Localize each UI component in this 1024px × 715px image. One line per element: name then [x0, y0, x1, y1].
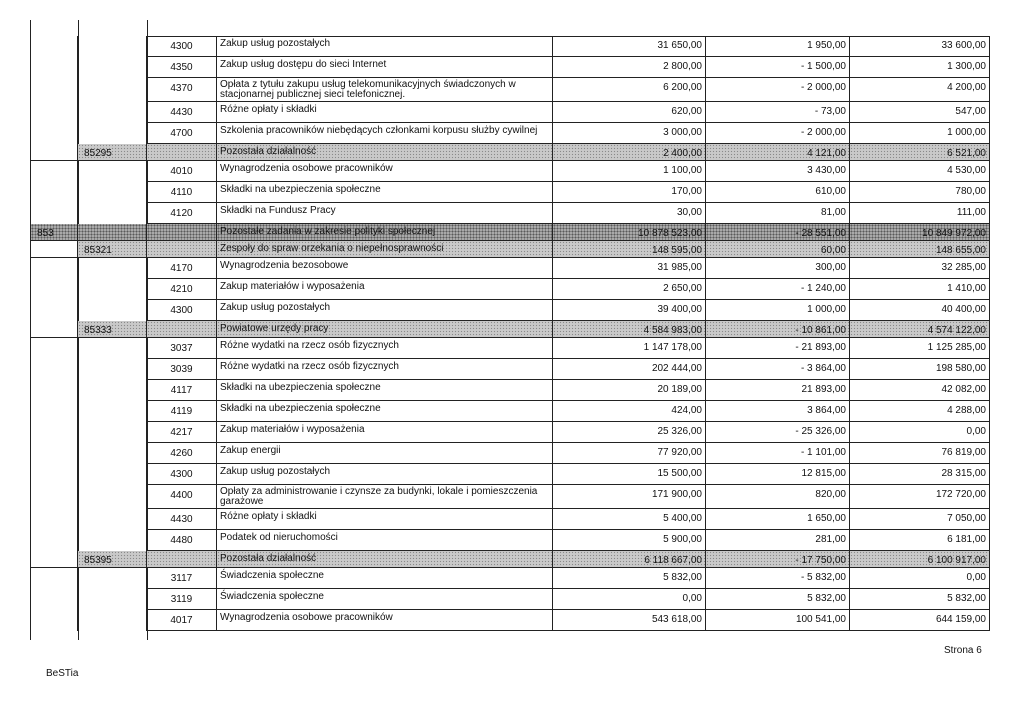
after-change-amount-cell: 148 655,00 [850, 241, 990, 258]
paragraph-code-cell: 4119 [147, 401, 217, 422]
item-name-cell: Różne opłaty i składki [217, 509, 553, 530]
item-name-cell: Opłaty za administrowanie i czynsze za budynki, lokale i pomieszczenia garażowe [217, 485, 553, 509]
plan-amount-cell: 2 400,00 [553, 144, 706, 161]
change-amount-cell: - 5 832,00 [706, 568, 850, 589]
change-amount-cell: - 21 893,00 [706, 338, 850, 359]
section-code-cell [30, 258, 78, 279]
table-row [30, 443, 990, 464]
plan-amount-cell: 170,00 [553, 182, 706, 203]
plan-amount-cell: 31 985,00 [553, 258, 706, 279]
plan-amount-cell: 620,00 [553, 102, 706, 123]
section-code-cell [30, 300, 78, 321]
paragraph-code-cell [147, 224, 217, 241]
after-change-amount-cell: 1 000,00 [850, 123, 990, 144]
change-amount-cell: 820,00 [706, 485, 850, 509]
table-row [30, 509, 990, 530]
chapter-code-cell [78, 279, 147, 300]
chapter-code-cell: 85395 [78, 551, 147, 568]
item-name-cell: Zespoły do spraw orzekania o niepełnosprawności [217, 241, 553, 258]
chapter-code-cell: 85321 [78, 241, 147, 258]
budget-table [30, 36, 990, 631]
plan-amount-cell: 6 118 667,00 [553, 551, 706, 568]
table-row [30, 610, 990, 631]
chapter-row [30, 144, 990, 161]
chapter-code-cell [78, 380, 147, 401]
paragraph-code-cell: 4480 [147, 530, 217, 551]
section-code-cell [30, 161, 78, 182]
change-amount-cell: 100 541,00 [706, 610, 850, 631]
plan-amount-cell: 424,00 [553, 401, 706, 422]
paragraph-code-cell: 3039 [147, 359, 217, 380]
chapter-code-cell [78, 300, 147, 321]
table-row [30, 78, 990, 102]
chapter-code-cell [78, 102, 147, 123]
change-amount-cell: 300,00 [706, 258, 850, 279]
after-change-amount-cell: 76 819,00 [850, 443, 990, 464]
change-amount-cell: 5 832,00 [706, 589, 850, 610]
section-code-cell: 853 [30, 224, 78, 241]
table-row [30, 464, 990, 485]
item-name-cell: Składki na Fundusz Pracy [217, 203, 553, 224]
paragraph-code-cell: 4017 [147, 610, 217, 631]
paragraph-code-cell: 4350 [147, 57, 217, 78]
item-name-cell: Podatek od nieruchomości [217, 530, 553, 551]
item-name-cell: Różne opłaty i składki [217, 102, 553, 123]
section-code-cell [30, 443, 78, 464]
change-amount-cell: 12 815,00 [706, 464, 850, 485]
paragraph-code-cell: 4300 [147, 300, 217, 321]
item-name-cell: Różne wydatki na rzecz osób fizycznych [217, 338, 553, 359]
chapter-code-cell [78, 464, 147, 485]
plan-amount-cell: 30,00 [553, 203, 706, 224]
chapter-code-cell [78, 161, 147, 182]
plan-amount-cell: 2 650,00 [553, 279, 706, 300]
section-code-cell [30, 78, 78, 102]
table-row [30, 182, 990, 203]
chapter-code-cell [78, 36, 147, 57]
change-amount-cell: - 2 000,00 [706, 123, 850, 144]
chapter-code-cell [78, 589, 147, 610]
item-name-cell: Wynagrodzenia bezosobowe [217, 258, 553, 279]
plan-amount-cell: 10 878 523,00 [553, 224, 706, 241]
chapter-code-cell [78, 530, 147, 551]
after-change-amount-cell: 111,00 [850, 203, 990, 224]
plan-amount-cell: 3 000,00 [553, 123, 706, 144]
item-name-cell: Szkolenia pracowników niebędących członkami korpusu służby cywilnej [217, 123, 553, 144]
section-code-cell [30, 401, 78, 422]
paragraph-code-cell: 4700 [147, 123, 217, 144]
chapter-code-cell [78, 485, 147, 509]
item-name-cell: Zakup usług pozostałych [217, 300, 553, 321]
after-change-amount-cell: 7 050,00 [850, 509, 990, 530]
change-amount-cell: 1 650,00 [706, 509, 850, 530]
item-name-cell: Zakup energii [217, 443, 553, 464]
item-name-cell: Składki na ubezpieczenia społeczne [217, 401, 553, 422]
section-code-cell [30, 422, 78, 443]
plan-amount-cell: 6 200,00 [553, 78, 706, 102]
item-name-cell: Powiatowe urzędy pracy [217, 321, 553, 338]
plan-amount-cell: 20 189,00 [553, 380, 706, 401]
item-name-cell: Wynagrodzenia osobowe pracowników [217, 161, 553, 182]
table-row [30, 258, 990, 279]
table-row [30, 300, 990, 321]
footer-page-number: Strona 6 [944, 645, 982, 656]
item-name-cell: Zakup usług pozostałych [217, 36, 553, 57]
after-change-amount-cell: 1 410,00 [850, 279, 990, 300]
item-name-cell: Wynagrodzenia osobowe pracowników [217, 610, 553, 631]
chapter-code-cell [78, 568, 147, 589]
table-row [30, 530, 990, 551]
plan-amount-cell: 5 832,00 [553, 568, 706, 589]
after-change-amount-cell: 4 200,00 [850, 78, 990, 102]
item-name-cell: Świadczenia społeczne [217, 589, 553, 610]
change-amount-cell: - 1 101,00 [706, 443, 850, 464]
section-code-cell [30, 57, 78, 78]
table-row [30, 161, 990, 182]
plan-amount-cell: 31 650,00 [553, 36, 706, 57]
section-code-cell [30, 464, 78, 485]
chapter-code-cell [78, 203, 147, 224]
paragraph-code-cell: 4217 [147, 422, 217, 443]
item-name-cell: Pozostała działalność [217, 144, 553, 161]
section-code-cell [30, 551, 78, 568]
section-code-cell [30, 380, 78, 401]
after-change-amount-cell: 28 315,00 [850, 464, 990, 485]
paragraph-code-cell: 4010 [147, 161, 217, 182]
after-change-amount-cell: 4 574 122,00 [850, 321, 990, 338]
chapter-code-cell [78, 443, 147, 464]
paragraph-code-cell: 4300 [147, 464, 217, 485]
change-amount-cell: 60,00 [706, 241, 850, 258]
item-name-cell: Różne wydatki na rzecz osób fizycznych [217, 359, 553, 380]
item-name-cell: Pozostała działalność [217, 551, 553, 568]
paragraph-code-cell: 3119 [147, 589, 217, 610]
after-change-amount-cell: 32 285,00 [850, 258, 990, 279]
after-change-amount-cell: 42 082,00 [850, 380, 990, 401]
after-change-amount-cell: 0,00 [850, 422, 990, 443]
plan-amount-cell: 1 147 178,00 [553, 338, 706, 359]
table-row [30, 203, 990, 224]
section-code-cell [30, 102, 78, 123]
table-row [30, 359, 990, 380]
after-change-amount-cell: 1 300,00 [850, 57, 990, 78]
change-amount-cell: 281,00 [706, 530, 850, 551]
plan-amount-cell: 4 584 983,00 [553, 321, 706, 338]
paragraph-code-cell: 4300 [147, 36, 217, 57]
section-code-cell [30, 279, 78, 300]
change-amount-cell: - 73,00 [706, 102, 850, 123]
paragraph-code-cell: 4110 [147, 182, 217, 203]
paragraph-code-cell: 3117 [147, 568, 217, 589]
paragraph-code-cell: 4170 [147, 258, 217, 279]
change-amount-cell: - 1 500,00 [706, 57, 850, 78]
after-change-amount-cell: 198 580,00 [850, 359, 990, 380]
section-code-cell [30, 589, 78, 610]
after-change-amount-cell: 780,00 [850, 182, 990, 203]
section-code-cell [30, 530, 78, 551]
section-code-cell [30, 321, 78, 338]
after-change-amount-cell: 40 400,00 [850, 300, 990, 321]
change-amount-cell: - 3 864,00 [706, 359, 850, 380]
change-amount-cell: 81,00 [706, 203, 850, 224]
item-name-cell: Składki na ubezpieczenia społeczne [217, 380, 553, 401]
section-code-cell [30, 144, 78, 161]
chapter-code-cell [78, 401, 147, 422]
after-change-amount-cell: 0,00 [850, 568, 990, 589]
section-code-cell [30, 123, 78, 144]
chapter-code-cell [78, 224, 147, 241]
after-change-amount-cell: 172 720,00 [850, 485, 990, 509]
after-change-amount-cell: 4 288,00 [850, 401, 990, 422]
section-row [30, 224, 990, 241]
paragraph-code-cell [147, 241, 217, 258]
chapter-code-cell [78, 359, 147, 380]
paragraph-code-cell [147, 321, 217, 338]
after-change-amount-cell: 5 832,00 [850, 589, 990, 610]
chapter-code-cell [78, 422, 147, 443]
paragraph-code-cell: 4260 [147, 443, 217, 464]
item-name-cell: Pozostałe zadania w zakresie polityki społecznej [217, 224, 553, 241]
change-amount-cell: 21 893,00 [706, 380, 850, 401]
section-code-cell [30, 241, 78, 258]
table-row [30, 422, 990, 443]
chapter-code-cell [78, 182, 147, 203]
table-row [30, 279, 990, 300]
chapter-code-cell [78, 509, 147, 530]
chapter-row [30, 551, 990, 568]
plan-amount-cell: 148 595,00 [553, 241, 706, 258]
section-code-cell [30, 36, 78, 57]
chapter-code-cell: 85295 [78, 144, 147, 161]
change-amount-cell: 3 864,00 [706, 401, 850, 422]
plan-amount-cell: 0,00 [553, 589, 706, 610]
after-change-amount-cell: 6 100 917,00 [850, 551, 990, 568]
change-amount-cell: - 10 861,00 [706, 321, 850, 338]
chapter-code-cell [78, 610, 147, 631]
table-row [30, 338, 990, 359]
change-amount-cell: 3 430,00 [706, 161, 850, 182]
table-row [30, 589, 990, 610]
change-amount-cell: 1 000,00 [706, 300, 850, 321]
chapter-code-cell [78, 258, 147, 279]
table-row [30, 36, 990, 57]
section-code-cell [30, 485, 78, 509]
paragraph-code-cell: 4117 [147, 380, 217, 401]
change-amount-cell: 610,00 [706, 182, 850, 203]
footer-software-label: BeSTia [46, 668, 79, 679]
table-row [30, 485, 990, 509]
item-name-cell: Zakup usług pozostałych [217, 464, 553, 485]
chapter-code-cell [78, 57, 147, 78]
change-amount-cell: - 25 326,00 [706, 422, 850, 443]
chapter-code-cell [78, 123, 147, 144]
plan-amount-cell: 5 400,00 [553, 509, 706, 530]
after-change-amount-cell: 33 600,00 [850, 36, 990, 57]
paragraph-code-cell: 4210 [147, 279, 217, 300]
after-change-amount-cell: 4 530,00 [850, 161, 990, 182]
plan-amount-cell: 1 100,00 [553, 161, 706, 182]
after-change-amount-cell: 6 521,00 [850, 144, 990, 161]
paragraph-code-cell: 4430 [147, 102, 217, 123]
table-row [30, 568, 990, 589]
table-row [30, 380, 990, 401]
plan-amount-cell: 171 900,00 [553, 485, 706, 509]
change-amount-cell: - 17 750,00 [706, 551, 850, 568]
plan-amount-cell: 2 800,00 [553, 57, 706, 78]
plan-amount-cell: 25 326,00 [553, 422, 706, 443]
chapter-code-cell: 85333 [78, 321, 147, 338]
paragraph-code-cell: 4430 [147, 509, 217, 530]
chapter-row [30, 241, 990, 258]
table-row [30, 401, 990, 422]
change-amount-cell: 1 950,00 [706, 36, 850, 57]
chapter-code-cell [78, 78, 147, 102]
paragraph-code-cell [147, 144, 217, 161]
item-name-cell: Świadczenia społeczne [217, 568, 553, 589]
after-change-amount-cell: 6 181,00 [850, 530, 990, 551]
section-code-cell [30, 182, 78, 203]
paragraph-code-cell: 3037 [147, 338, 217, 359]
paragraph-code-cell: 4400 [147, 485, 217, 509]
plan-amount-cell: 15 500,00 [553, 464, 706, 485]
table-row [30, 123, 990, 144]
section-code-cell [30, 568, 78, 589]
section-code-cell [30, 359, 78, 380]
change-amount-cell: - 2 000,00 [706, 78, 850, 102]
after-change-amount-cell: 547,00 [850, 102, 990, 123]
after-change-amount-cell: 644 159,00 [850, 610, 990, 631]
table-row [30, 57, 990, 78]
paragraph-code-cell: 4120 [147, 203, 217, 224]
section-code-cell [30, 509, 78, 530]
after-change-amount-cell: 1 125 285,00 [850, 338, 990, 359]
item-name-cell: Zakup usług dostępu do sieci Internet [217, 57, 553, 78]
paragraph-code-cell [147, 551, 217, 568]
plan-amount-cell: 5 900,00 [553, 530, 706, 551]
plan-amount-cell: 39 400,00 [553, 300, 706, 321]
plan-amount-cell: 202 444,00 [553, 359, 706, 380]
table-row [30, 102, 990, 123]
section-code-cell [30, 610, 78, 631]
chapter-code-cell [78, 338, 147, 359]
change-amount-cell: 4 121,00 [706, 144, 850, 161]
section-code-cell [30, 203, 78, 224]
change-amount-cell: - 1 240,00 [706, 279, 850, 300]
section-code-cell [30, 338, 78, 359]
chapter-row [30, 321, 990, 338]
item-name-cell: Składki na ubezpieczenia społeczne [217, 182, 553, 203]
after-change-amount-cell: 10 849 972,00 [850, 224, 990, 241]
plan-amount-cell: 543 618,00 [553, 610, 706, 631]
change-amount-cell: - 28 551,00 [706, 224, 850, 241]
item-name-cell: Opłata z tytułu zakupu usług telekomunikacyjnych świadczonych w stacjonarnej publicznej sieci telefonicznej. [217, 78, 553, 102]
item-name-cell: Zakup materiałów i wyposażenia [217, 422, 553, 443]
plan-amount-cell: 77 920,00 [553, 443, 706, 464]
paragraph-code-cell: 4370 [147, 78, 217, 102]
item-name-cell: Zakup materiałów i wyposażenia [217, 279, 553, 300]
